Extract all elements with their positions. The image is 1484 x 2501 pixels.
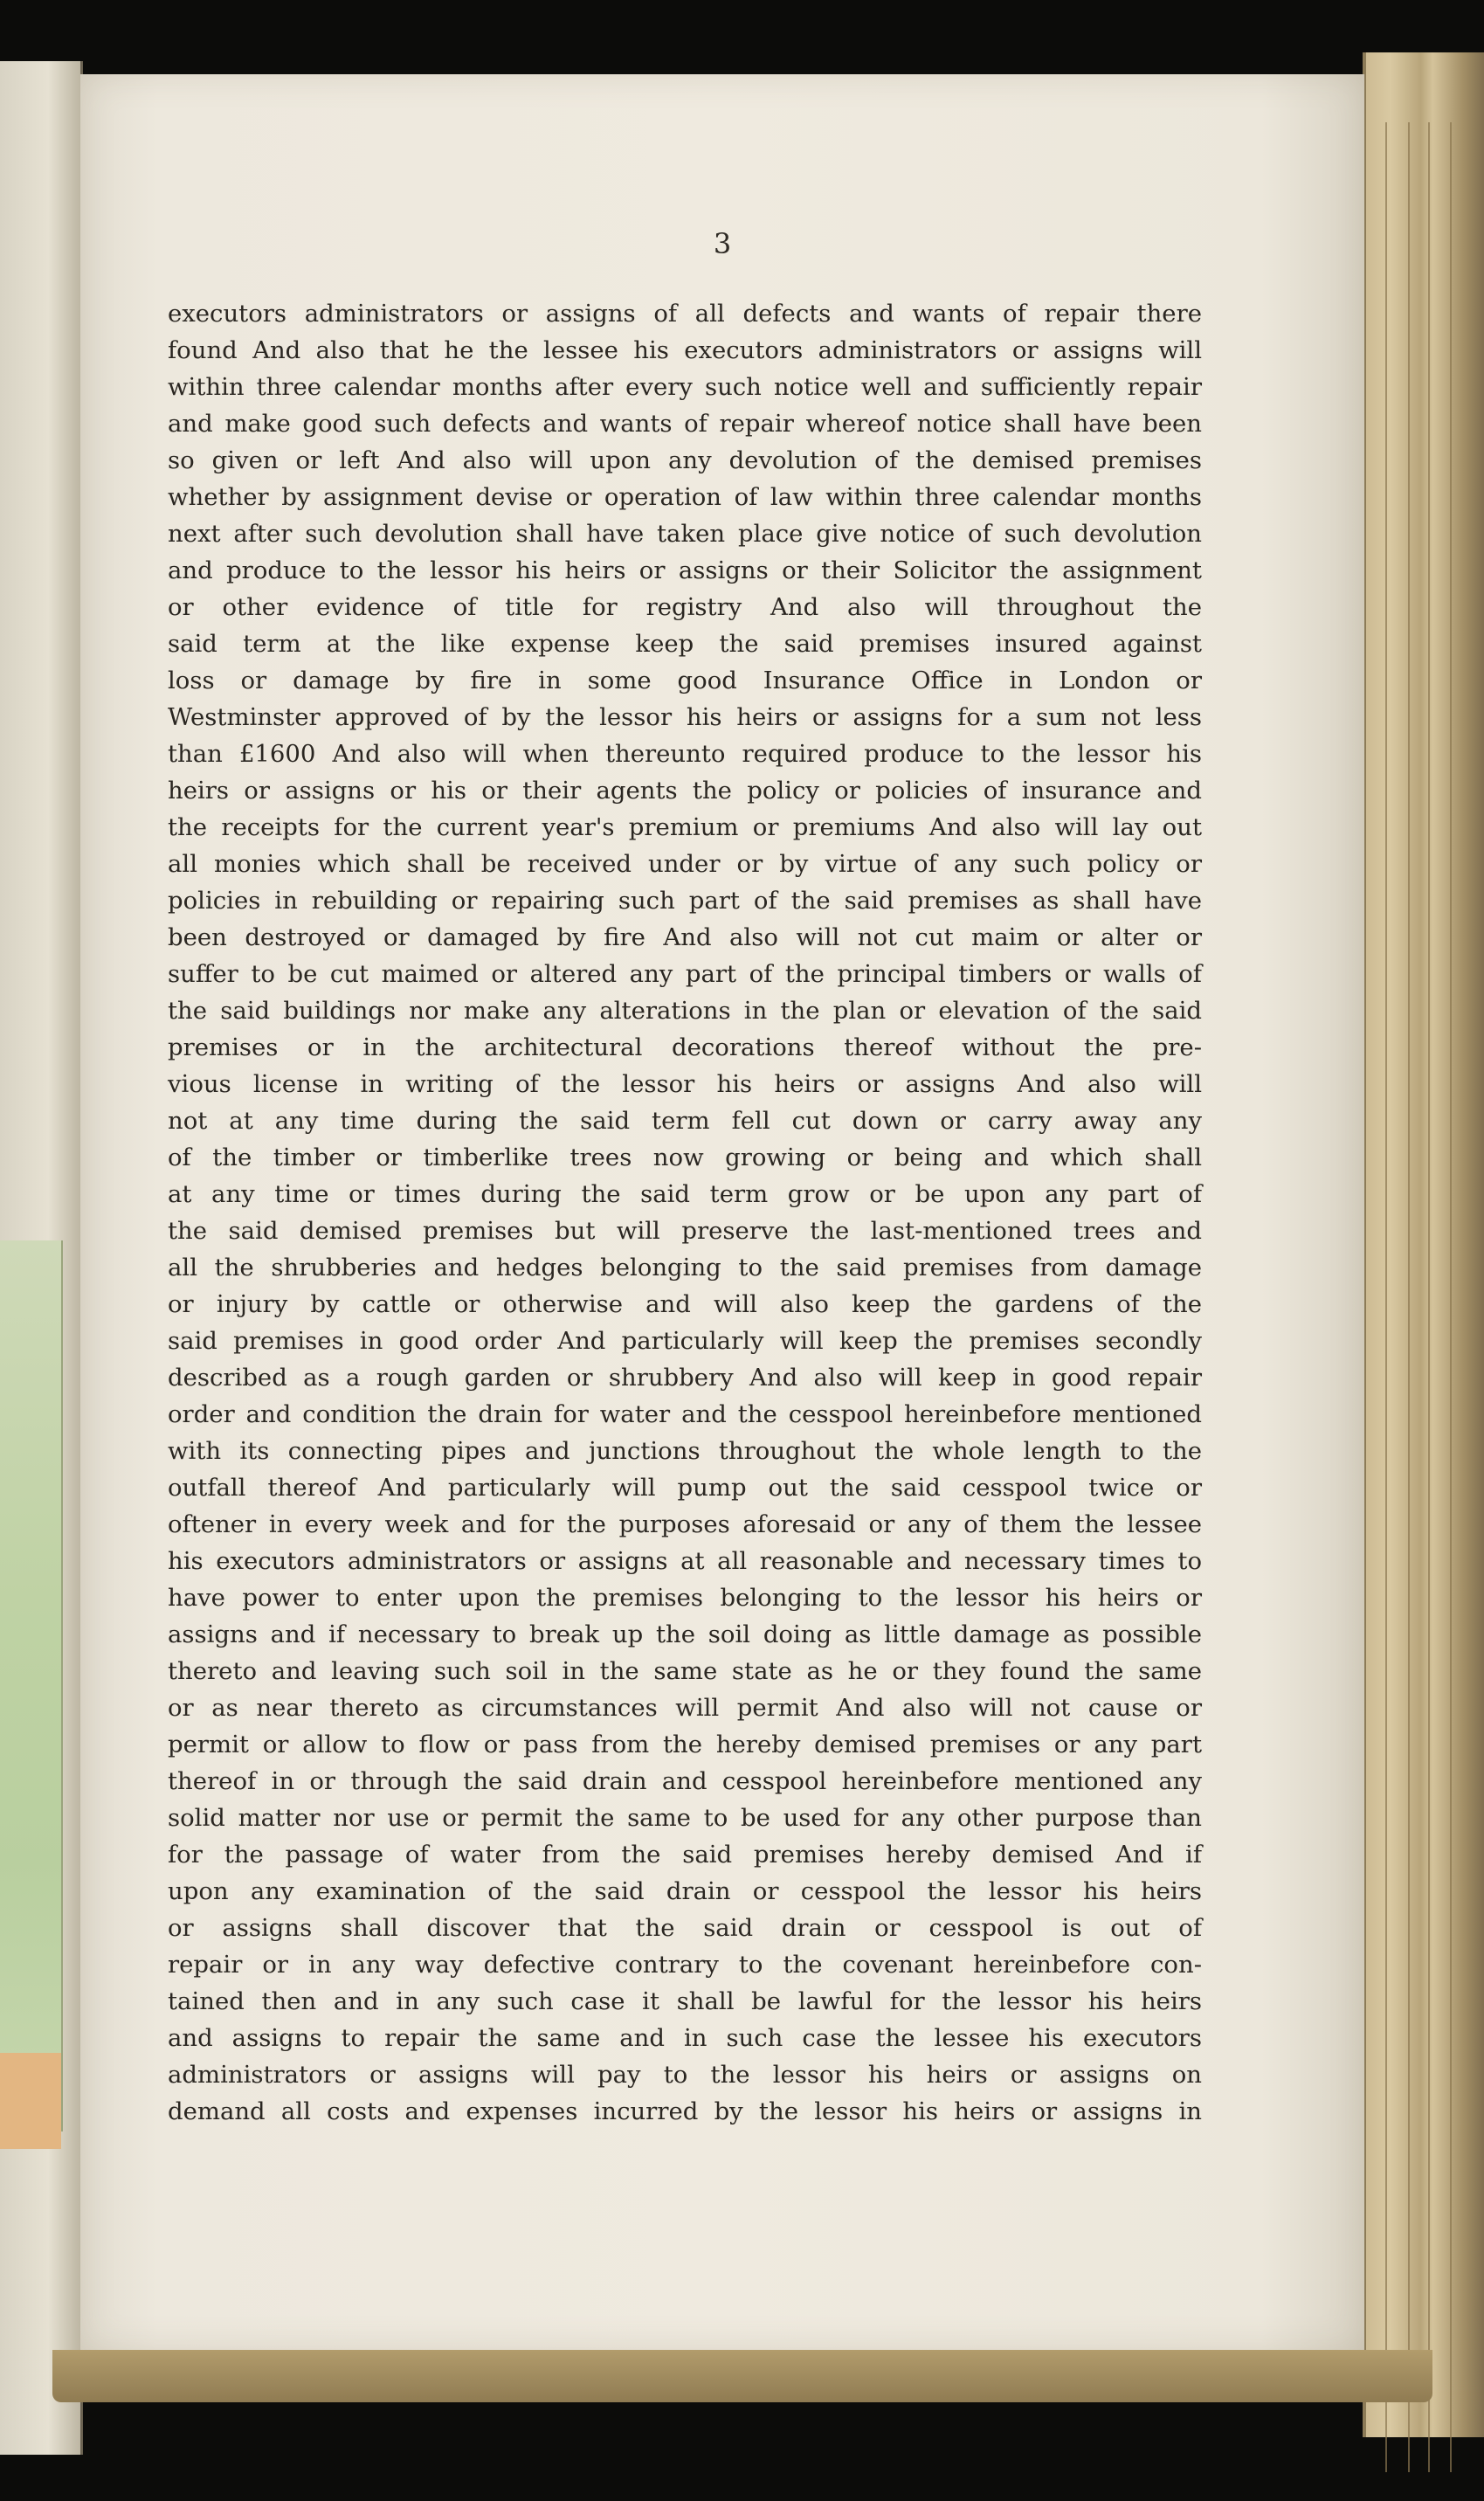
previous-leaf-edge: [0, 61, 83, 2455]
body-text: [168, 295, 1202, 2130]
text-line: all monies which shall be received under or by virtue of any such policy or: [168, 850, 1202, 878]
text-line: permit or allow to flow or pass from the hereby demised premises or any part: [168, 1731, 1202, 1758]
text-line: the receipts for the current year's premium or premiums And also will lay out: [168, 813, 1202, 841]
map-border-band: [0, 2053, 61, 2149]
text-line: have power to enter upon the premises belonging to the lessor his heirs or: [168, 1584, 1202, 1612]
text-line: and produce to the lessor his heirs or assigns or their Solicitor the assignment: [168, 556, 1202, 584]
text-line: thereto and leaving such soil in the same state as he or they found the same: [168, 1657, 1202, 1685]
text-line: his executors administrators or assigns at all reasonable and necessary times to: [168, 1547, 1202, 1575]
text-line: repair or in any way defective contrary to the covenant hereinbefore con-: [168, 1951, 1202, 1979]
text-line: policies in rebuilding or repairing such part of the said premises as shall have: [168, 887, 1202, 915]
text-line: all the shrubberies and hedges belonging to the said premises from damage: [168, 1254, 1202, 1282]
text-line: tained then and in any such case it shall be lawful for the lessor his heirs: [168, 1987, 1202, 2015]
text-line: outfall thereof And particularly will pump out the said cesspool twice or: [168, 1474, 1202, 1502]
text-line: thereof in or through the said drain and cesspool hereinbefore mentioned any: [168, 1767, 1202, 1795]
text-line: premises or in the architectural decorations thereof without the pre-: [168, 1033, 1202, 1061]
text-line: administrators or assigns will pay to the lessor his heirs or assigns on: [168, 2061, 1202, 2089]
stack-line: [1408, 122, 1410, 2472]
text-line: or injury by cattle or otherwise and will also keep the gardens of the: [168, 1290, 1202, 1318]
text-line: described as a rough garden or shrubbery And also will keep in good repair: [168, 1364, 1202, 1392]
stack-line: [1385, 122, 1387, 2472]
text-line: not at any time during the said term fell cut down or carry away any: [168, 1107, 1202, 1135]
page-stack-edge: [1363, 52, 1484, 2437]
text-line: with its connecting pipes and junctions throughout the whole length to the: [168, 1437, 1202, 1465]
text-line: been destroyed or damaged by fire And also will not cut maim or alter or: [168, 923, 1202, 951]
text-line: said term at the like expense keep the said premises insured against: [168, 630, 1202, 658]
text-line: heirs or assigns or his or their agents the policy or policies of insurance and: [168, 777, 1202, 805]
stack-line: [1428, 122, 1430, 2472]
stack-line: [1450, 122, 1452, 2472]
text-line: and make good such defects and wants of repair whereof notice shall have been: [168, 410, 1202, 438]
text-line: the said buildings nor make any alterations in the plan or elevation of the said: [168, 997, 1202, 1025]
text-line: executors administrators or assigns of all defects and wants of repair there: [168, 300, 1202, 328]
text-line: demand all costs and expenses incurred by the lessor his heirs or assigns in: [168, 2097, 1202, 2125]
text-line: said premises in good order And particularly will keep the premises secondly: [168, 1327, 1202, 1355]
text-line: the said demised premises but will preserve the last-mentioned trees and: [168, 1217, 1202, 1245]
text-line: for the passage of water from the said premises hereby demised And if: [168, 1841, 1202, 1869]
text-line: or assigns shall discover that the said drain or cesspool is out of: [168, 1914, 1202, 1942]
text-line: upon any examination of the said drain or cesspool the lessor his heirs: [168, 1877, 1202, 1905]
text-line: at any time or times during the said term grow or be upon any part of: [168, 1180, 1202, 1208]
text-line: assigns and if necessary to break up the soil doing as little damage as possible: [168, 1620, 1202, 1648]
text-line: of the timber or timberlike trees now growing or being and which shall: [168, 1143, 1202, 1171]
text-line: or as near thereto as circumstances will permit And also will not cause or: [168, 1694, 1202, 1722]
text-line: loss or damage by fire in some good Insurance Office in London or: [168, 667, 1202, 694]
document-page: [80, 74, 1364, 2350]
bottom-page-stack: [52, 2350, 1432, 2402]
text-line: next after such devolution shall have taken place give notice of such devolution: [168, 520, 1202, 548]
text-line: whether by assignment devise or operation of law within three calendar months: [168, 483, 1202, 511]
text-line: or other evidence of title for registry And also will throughout the: [168, 593, 1202, 621]
text-line: vious license in writing of the lessor his heirs or assigns And also will: [168, 1070, 1202, 1098]
text-line: order and condition the drain for water and the cesspool hereinbefore mentioned: [168, 1400, 1202, 1428]
text-line: than £1600 And also will when thereunto required produce to the lessor his: [168, 740, 1202, 768]
text-line: within three calendar months after every such notice well and sufficiently repair: [168, 373, 1202, 401]
text-line: found And also that he the lessee his executors administrators or assigns will: [168, 336, 1202, 364]
text-line: Westminster approved of by the lessor his heirs or assigns for a sum not less: [168, 703, 1202, 731]
page-number: 3: [713, 227, 732, 260]
text-line: and assigns to repair the same and in such case the lessee his executors: [168, 2024, 1202, 2052]
text-line: suffer to be cut maimed or altered any part of the principal timbers or walls of: [168, 960, 1202, 988]
text-line: solid matter nor use or permit the same to be used for any other purpose than: [168, 1804, 1202, 1832]
folded-map-edge: [0, 1240, 63, 2131]
text-line: so given or left And also will upon any devolution of the demised premises: [168, 446, 1202, 474]
text-line: oftener in every week and for the purposes aforesaid or any of them the lessee: [168, 1510, 1202, 1538]
